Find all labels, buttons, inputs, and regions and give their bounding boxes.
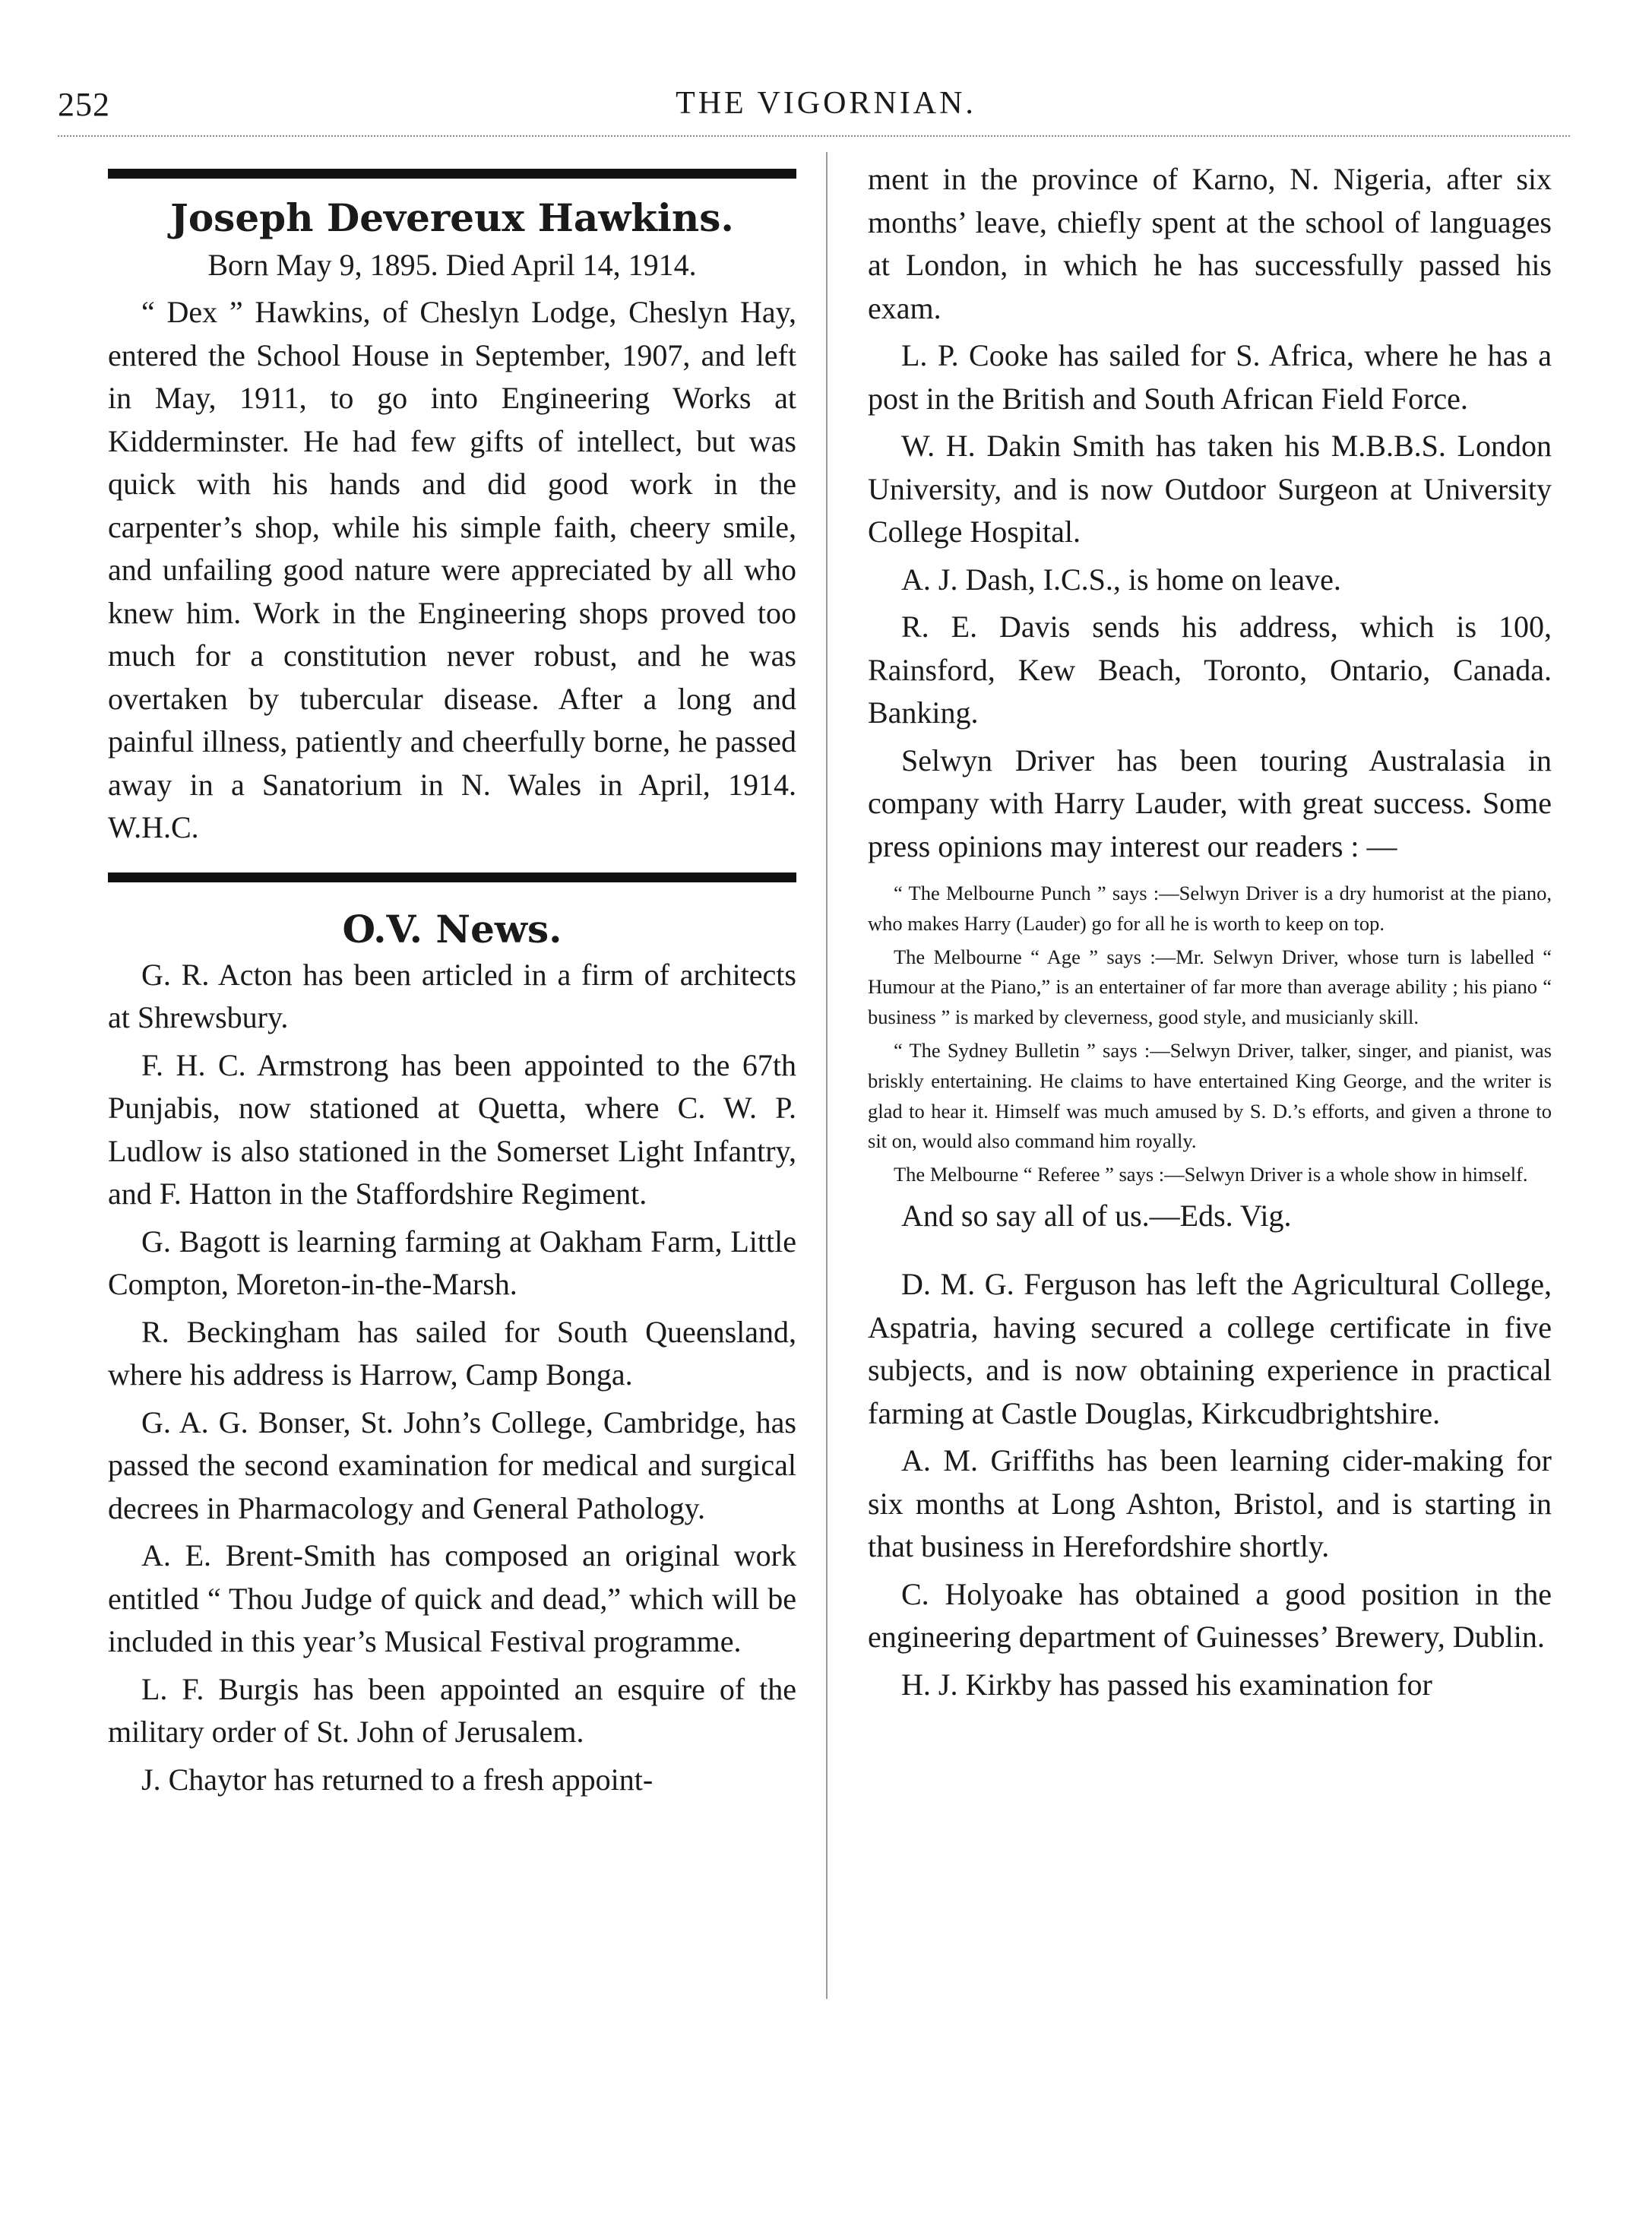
obituary-top-rule	[108, 169, 796, 179]
left-column	[108, 169, 796, 1806]
news-continuation: ment in the province of Karno, N. Nigeria, after six months’ leave, chiefly spent at the school of languages at London, in which he has successfully passed his exam.	[868, 162, 1552, 325]
press-quote: “ The Melbourne Punch ” says :—Selwyn Driver is a dry humorist at the piano, who makes Harry (Lauder) go for all he is worth to keep on top.	[868, 882, 1552, 935]
column-divider	[826, 152, 828, 1999]
news-item: L. F. Burgis has been appointed an esquire of the military order of St. John of Jerusalem.	[108, 1671, 796, 1749]
obituary-heading: Joseph Devereux Hawkins.	[170, 195, 734, 240]
news-item: L. P. Cooke has sailed for S. Africa, where he has a post in the British and South African Field Force.	[868, 338, 1552, 416]
news-item: Selwyn Driver has been touring Australasia in company with Harry Lauder, with great success. Some press opinions may interest our readers : —	[868, 743, 1552, 863]
news-item: W. H. Dakin Smith has taken his M.B.B.S. London University, and is now Outdoor Surgeon at University College Hospital.	[868, 429, 1552, 549]
header-dotted-rule	[58, 135, 1570, 137]
press-quotes	[868, 879, 1552, 1190]
press-quote: “ The Sydney Bulletin ” says :—Selwyn Driver, talker, singer, and pianist, was briskly entertaining. He claims to have entertained King George, and the writer is glad to hear it. Himself was much amused by S. D.’s efforts, and given a throne to sit on, would also command him royally.	[868, 1038, 1552, 1153]
news-item: A. E. Brent-Smith has composed an original work entitled “ Thou Judge of quick and dead,” which will be included in this year’s Musical Festival programme.	[108, 1538, 796, 1658]
news-item: G. A. G. Bonser, St. John’s College, Cambridge, has passed the second examination for medical and surgical decrees in Pharmacology and General Pathology.	[108, 1405, 796, 1525]
news-item: J. Chaytor has returned to a fresh appoint-	[141, 1762, 654, 1797]
news-item: R. E. Davis sends his address, which is 100, Rainsford, Kew Beach, Toronto, Ontario, Canada. Banking.	[868, 610, 1552, 730]
news-item: F. H. C. Armstrong has been appointed to the 67th Punjabis, now stationed at Quetta, where C. W. P. Ludlow is also stationed in the Somerset Light Infantry, and F. Hatton in the Staffordshire Regiment.	[108, 1047, 796, 1211]
running-head	[0, 85, 1652, 131]
news-item: A. J. Dash, I.C.S., is home on leave.	[901, 562, 1341, 597]
obituary-body: “ Dex ” Hawkins, of Cheslyn Lodge, Cheslyn Hay, entered the School House in September, 1907, and left in May, 1911, to go into Engineering Works at Kidderminster. He had few gifts of intellect, but was quick with his hands and did good work in the carpenter’s shop, while his simple faith, cheery smile, and unfailing good nature were appreciated by all who knew him. Work in the Engineering shops proved too much for a constitution never robust, and he was overtaken by tubercular disease. After a long and painful illness, patiently and cheerfully borne, he passed away in a Sanatorium in N. Wales in April, 1914. W.H.C.	[108, 295, 796, 844]
news-item: G. Bagott is learning farming at Oakham Farm, Little Compton, Moreton-in-the-Marsh.	[108, 1224, 796, 1301]
press-quote: The Melbourne “ Age ” says :—Mr. Selwyn Driver, whose turn is labelled “ Humour at the Piano,” is an entertainer of far more than average ability ; his piano “ business ” is marked by cleverness, good style, and musicianly skill.	[868, 945, 1552, 1029]
page-number: 252	[58, 86, 110, 123]
news-item: A. M. Griffiths has been learning cider-making for six months at Long Ashton, Bristol, and is starting in that business in Herefordshire shortly.	[868, 1443, 1552, 1564]
quote-tail: And so say all of us.—Eds. Vig.	[901, 1198, 1292, 1233]
news-heading: O.V. News.	[342, 906, 562, 952]
news-item: R. Beckingham has sailed for South Queensland, where his address is Harrow, Camp Bonga.	[108, 1314, 796, 1392]
news-top-rule	[108, 872, 796, 882]
news-item: H. J. Kirkby has passed his examination for	[901, 1667, 1432, 1702]
right-column	[868, 158, 1552, 1711]
journal-title: THE VIGORNIAN.	[676, 86, 976, 121]
news-item: D. M. G. Ferguson has left the Agricultural College, Aspatria, having secured a college certificate in five subjects, and is now obtaining experience in practical farming at Castle Douglas, Kirkcudbrightshire.	[868, 1267, 1552, 1430]
press-quote: The Melbourne “ Referee ” says :—Selwyn Driver is a whole show in himself.	[894, 1163, 1528, 1186]
news-item: G. R. Acton has been articled in a firm of architects at Shrewsbury.	[108, 957, 796, 1034]
obituary-dates: Born May 9, 1895. Died April 14, 1914.	[207, 248, 697, 282]
news-item: C. Holyoake has obtained a good position in the engineering department of Guinesses’ Brewery, Dublin.	[868, 1576, 1552, 1655]
